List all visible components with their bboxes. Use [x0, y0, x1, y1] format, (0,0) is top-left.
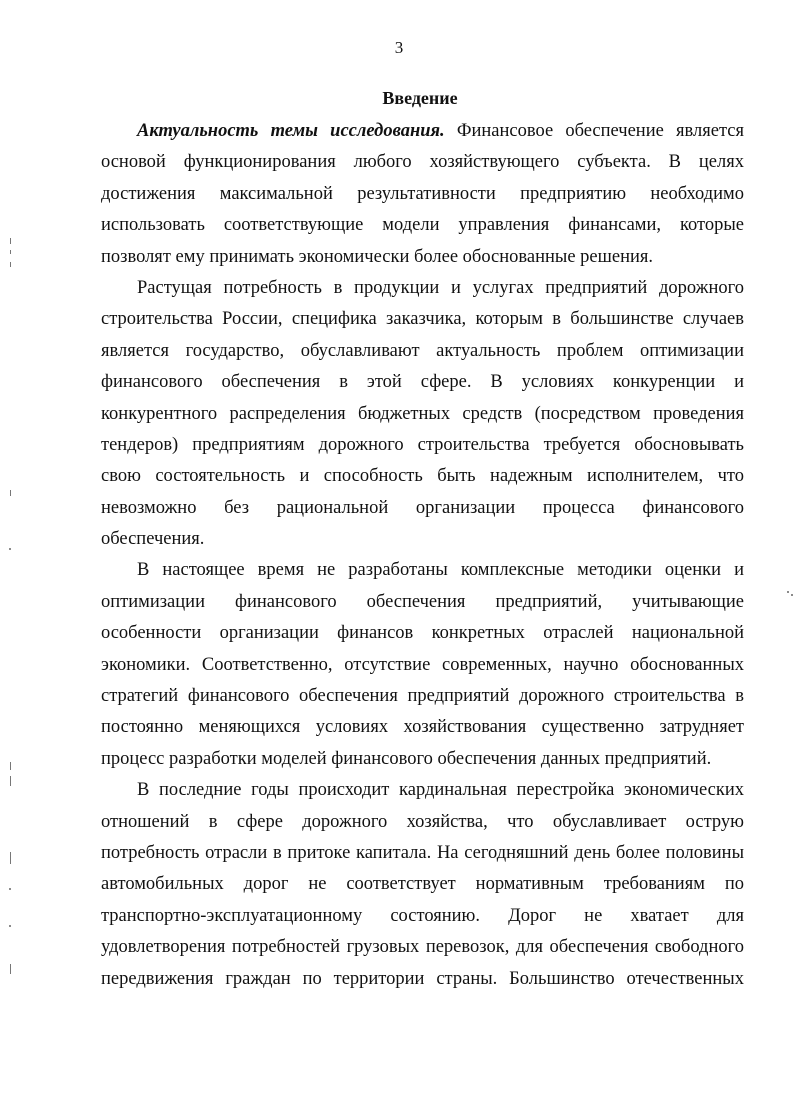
scan-artifact — [791, 594, 793, 596]
text-line: отношений в сфере дорожного хозяйства, что обуславливает острую — [101, 811, 744, 832]
text-line — [101, 116, 744, 147]
scan-artifact — [9, 888, 11, 890]
text-line: экономики. Соответственно, отсутствие современных, научно обоснованных — [101, 654, 744, 675]
line-text: Финансовое обеспечение является — [444, 121, 745, 141]
scan-artifact — [10, 490, 11, 496]
text-line: потребность отрасли в притоке капитала. На сегодняшний день более половины — [101, 842, 744, 863]
text-line: В настоящее время не разработаны комплексные методики оценки и — [137, 560, 744, 581]
text-line: является государство, обуславливают актуальность проблем оптимизации — [101, 340, 744, 361]
scan-artifact — [10, 762, 11, 770]
text-line: оптимизации финансового обеспечения предприятий, учитывающие — [101, 591, 744, 612]
text-line: удовлетворения потребностей грузовых перевозок, для обеспечения свободного — [101, 937, 744, 958]
paragraph-2 — [101, 273, 744, 556]
text-line: достижения максимальной результативности предприятию необходимо — [101, 183, 744, 204]
page-number: 3 — [394, 38, 404, 57]
text-line: особенности организации финансов конкретных отраслей национальной — [101, 623, 744, 644]
text-line: конкурентного распределения бюджетных средств (посредством проведения — [101, 403, 744, 424]
text-line: финансового обеспечения в этой сфере. В условиях конкуренции и — [101, 372, 744, 393]
text-line: В последние годы происходит кардинальная перестройка экономических — [137, 780, 744, 801]
body-text — [101, 116, 744, 995]
text-line: Растущая потребность в продукции и услугах предприятий дорожного — [137, 277, 744, 298]
text-line: транспортно-эксплуатационному состоянию. Дорог не хватает для — [101, 905, 744, 926]
text-line: передвижения граждан по территории страны. Большинство отечественных — [101, 968, 744, 989]
scan-artifact — [9, 925, 11, 927]
text-line: стратегий финансового обеспечения предприятий дорожного строительства в — [101, 686, 744, 707]
paragraph-3 — [101, 555, 744, 775]
text-line: использовать соответствующие модели управления финансами, которые — [101, 215, 744, 236]
text-line: постоянно меняющихся условиях хозяйствования существенно затрудняет — [101, 717, 744, 738]
paragraph-4 — [101, 775, 744, 995]
scan-artifact — [10, 238, 11, 244]
scan-artifact — [787, 591, 789, 593]
text-line: основой функционирования любого хозяйствующего субъекта. В целях — [101, 152, 744, 173]
scan-artifact — [10, 262, 11, 267]
paragraph-1 — [101, 116, 744, 273]
text-line: свою состоятельность и способность быть надежным исполнителем, что — [101, 466, 744, 487]
text-line: обеспечения. — [101, 529, 205, 550]
scan-artifact — [10, 776, 11, 786]
text-line: невозможно без рациональной организации процесса финансового — [101, 497, 744, 518]
scan-artifact — [10, 250, 11, 254]
scan-artifact — [10, 964, 11, 974]
scan-artifact — [9, 548, 11, 550]
page-title: Введение — [382, 88, 458, 108]
text-line: позволят ему принимать экономически более обоснованные решения. — [101, 246, 654, 267]
text-line: процесс разработки моделей финансового обеспечения данных предприятий. — [101, 748, 712, 769]
scan-artifact — [10, 852, 11, 864]
lead-in: Актуальность темы исследования. — [137, 121, 445, 141]
text-line: автомобильных дорог не соответствует нормативным требованиям по — [101, 874, 744, 895]
text-line: тендеров) предприятиям дорожного строительства требуется обосновывать — [101, 434, 744, 455]
text-line: строительства России, специфика заказчика, которым в большинстве случаев — [101, 309, 744, 330]
